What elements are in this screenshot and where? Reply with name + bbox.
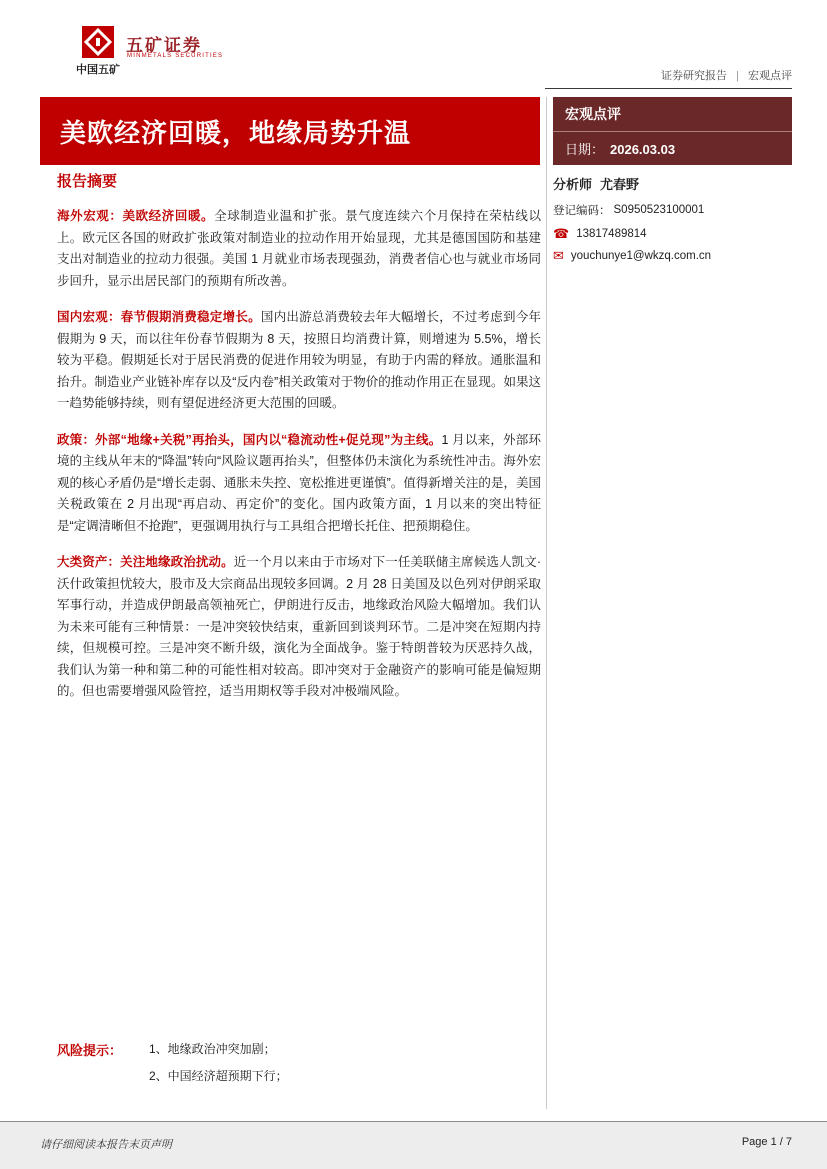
paragraph-lead: 海外宏观：美欧经济回暖。	[57, 209, 215, 223]
report-title: 美欧经济回暖，地缘局势升温	[60, 117, 412, 148]
date-value: 2026.03.03	[610, 142, 676, 157]
risk-item: 2、中国经济超预期下行；	[149, 1069, 288, 1083]
summary-paragraph-overseas-macro	[57, 206, 541, 292]
analyst-name: 尤春野	[600, 177, 640, 192]
paragraph-lead: 大类资产：关注地缘政治扰动。	[57, 555, 234, 569]
info-box-title: 宏观点评	[553, 97, 792, 132]
paragraph-lead: 国内宏观：春节假期消费稳定增长。	[57, 310, 261, 324]
minmetals-emblem-icon	[82, 26, 114, 58]
header-divider: |	[736, 70, 739, 82]
paragraph-lead: 政策：外部“地缘+关税”再抬头，国内以“稳流动性+促兑现”为主线。	[57, 432, 442, 447]
analyst-email-row	[553, 249, 792, 262]
title-banner	[40, 97, 540, 165]
analyst-email-link[interactable]: youchunye1@wkzq.com.cn	[570, 249, 712, 262]
info-box-date-row	[553, 132, 792, 165]
report-info-box	[553, 97, 792, 165]
brand-subtitle: MINMETALS SECURITIES	[127, 53, 224, 59]
brand-name: 五矿证券	[126, 36, 202, 55]
summary-paragraph-policy	[57, 430, 541, 538]
summary-paragraph-domestic-macro	[57, 307, 541, 415]
summary-paragraph-asset-allocation	[57, 552, 541, 703]
report-type-label: 证券研究报告	[661, 70, 728, 82]
header-report-type	[661, 67, 792, 83]
report-category-label: 宏观点评	[748, 70, 792, 82]
report-body	[57, 170, 541, 718]
risk-label: 风险提示：	[57, 1043, 123, 1058]
risk-items	[149, 1040, 288, 1094]
header-rule	[545, 88, 792, 89]
logo-caption: 中国五矿	[76, 64, 120, 76]
summary-heading: 报告摘要	[57, 173, 118, 190]
registration-number: S0950523100001	[613, 204, 705, 216]
column-divider	[546, 97, 547, 1109]
analyst-phone: 13817489814	[576, 227, 647, 240]
paragraph-body: 国内出游总消费较去年大幅增长，不过考虑到今年假期为 9 天，而以往年份春节假期为 8 天，按照日均消费计算，则增速为 5.5%，增长较为平稳。假期延长对于居民消费的促进作用较为明显，有助于内需的释放。通胀温和抬升。制造业产业链补库存以及“反内卷”相关政策对于物价的推动作用正在显现。如果这一趋势能够持续，则有望促进经济更大范围的回暖。	[57, 310, 541, 410]
analyst-role-label: 分析师	[553, 177, 593, 192]
analyst-phone-row	[553, 227, 792, 240]
phone-icon: ☎	[553, 226, 570, 241]
analyst-block	[553, 174, 792, 271]
date-label: 日期：	[565, 142, 605, 157]
email-icon: ✉	[553, 248, 564, 263]
risk-item: 1、地缘政治冲突加剧；	[149, 1042, 276, 1056]
paragraph-body: 全球制造业温和扩张。景气度连续六个月保持在荣枯线以上。欧元区各国的财政扩张政策对制造业的拉动作用开始显现，尤其是德国国防和基建支出对制造业的拉动力很强。美国 1 月就业市场表现强劲，消费者信心也与就业市场同步回升，显示出居民部门的预期有所改善。	[57, 209, 541, 288]
paragraph-body: 1 月以来，外部环境的主线从年末的“降温”转向“风险议题再抬头”，但整体仍未演化为系统性冲击。海外宏观的核心矛盾仍是“增长走弱、通胀未失控、宽松推进更谨慎”。值得新增关注的是，美国关税政策在 2 月出现“再启动、再定价”的变化。国内政策方面，1 月以来的突出特征是“定调清晰但不抢跑”，更强调用执行与工具组合把增长托住、把预期稳住。	[57, 432, 541, 533]
page-footer	[0, 1121, 827, 1169]
page-number: Page 1 / 7	[741, 1136, 792, 1148]
registration-label: 登记编码：	[553, 205, 611, 217]
paragraph-body: 近一个月以来由于市场对下一任美联储主席候选人凯文·沃什政策担忧较大，股市及大宗商品出现较多回调。2 月 28 日美国及以色列对伊朗采取军事行动，并造成伊朗最高领袖死亡，伊朗进行反击，地缘政治风险大幅增加。我们认为未来可能有三种情景：一是冲突较快结束，重新回到谈判环节。二是冲突在短期内持续，但规模可控。三是冲突不断升级，演化为全面战争。鉴于特朗普较为厌恶持久战，我们认为第一种和第二种的可能性相对较高。即冲突对于金融资产的影响可能是偏短期的。但也需要增强风险管控，适当用期权等手段对冲极端风险。	[57, 555, 541, 698]
analyst-registration-row	[553, 202, 792, 218]
analyst-name-row	[553, 174, 792, 193]
footer-disclaimer: 请仔细阅读本报告末页声明	[40, 1139, 172, 1151]
risk-section	[57, 1040, 541, 1094]
